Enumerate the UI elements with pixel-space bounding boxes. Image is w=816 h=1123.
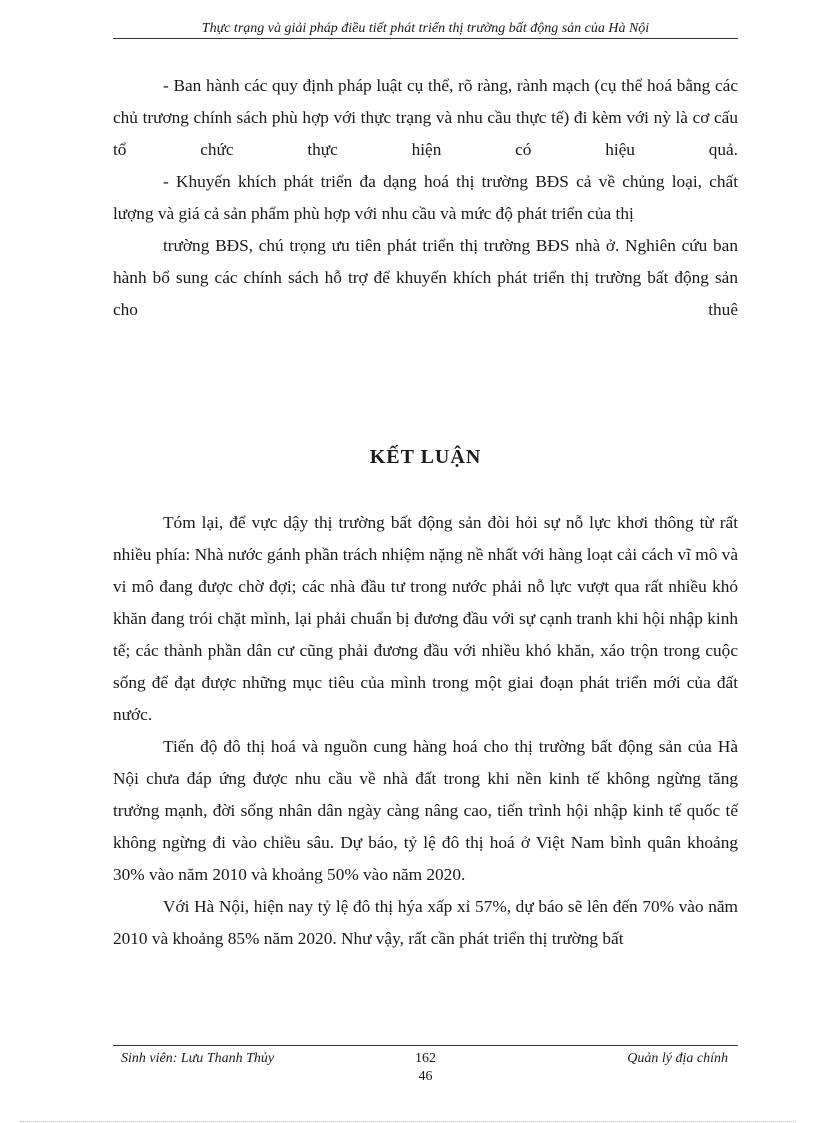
page-footer (113, 1049, 738, 1069)
intro-section (113, 70, 738, 326)
conclusion-paragraph-3: Với Hà Nội, hiện nay tỷ lệ đô thị hýa xấp xỉ 57%, dự báo sẽ lên đến 70% vào năm 2010 và khoảng 85% năm 2020. Như vậy, rất cần phát triển thị trường bất (113, 897, 738, 948)
intro-paragraph-1: - Ban hành các quy định pháp luật cụ thể, rõ ràng, rành mạch (cụ thể hoá bằng các chủ trương chính sách phù hợp với thực trạng và nhu cầu thực tế) đi kèm với nỳ là cơ cấu tổ chức thực hiện có hiệu quả. (113, 76, 738, 159)
footer-department: Quản lý địa chính (627, 1051, 728, 1066)
intro-paragraph-3: trường BĐS, chú trọng ưu tiên phát triển thị trường BĐS nhà ở. Nghiên cứu ban hành bổ sung các chính sách hỗ trợ để khuyến khích phát triển thị trường bất động sản cho thuê (113, 236, 738, 319)
running-header: Thực trạng và giải pháp điều tiết phát triển thị trường bất động sản của Hà Nội (201, 21, 650, 36)
conclusion-paragraph-1: Tóm lại, để vực dậy thị trường bất động sản đòi hỏi sự nỗ lực khơi thông từ rất nhiều phía: Nhà nước gánh phần trách nhiệm nặng nề nhất với hàng loạt cải cách vĩ mô và vi mô đang được chờ đợi; các nhà đầu tư trong nước phải nỗ lực vượt qua rất nhiều khó khăn đang trói chặt mình, lại phải chuẩn bị đương đầu với sự cạnh tranh khi hội nhập kinh tế; các thành phần dân cư cũng phải đương đầu với nhiều khó khăn, xáo trộn trong cuộc sống để đạt được những mục tiêu của mình trong một giai đoạn phát triển mới của đất nước. (113, 513, 738, 724)
footer-page-center: 162 (415, 1051, 436, 1066)
footer-rule (113, 1045, 738, 1046)
page-bottom-divider (20, 1121, 796, 1122)
header-rule (113, 38, 738, 39)
page-number: 46 (418, 1069, 433, 1084)
conclusion-paragraph-2: Tiến độ đô thị hoá và nguồn cung hàng hoá cho thị trường bất động sản của Hà Nội chưa đáp ứng được nhu cầu về nhà đất trong khi nền kinh tế không ngừng tăng trưởng mạnh, đời sống nhân dân ngày càng nâng cao, tiến trình hội nhập kinh tế quốc tế không ngừng đi vào chiều sâu. Dự báo, tỷ lệ đô thị hoá ở Việt Nam bình quân khoảng 30% vào năm 2010 và khoảng 50% vào năm 2020. (113, 737, 738, 884)
conclusion-section (113, 507, 738, 955)
intro-paragraph-2: - Khuyến khích phát triển đa dạng hoá thị trường BĐS cả về chủng loại, chất lượng và giá cả sản phẩm phù hợp với nhu cầu và mức độ phát triển của thị (113, 172, 738, 223)
footer-student: Sinh viên: Lưu Thanh Thủy (121, 1051, 275, 1066)
conclusion-title: KẾT LUẬN (369, 446, 482, 468)
